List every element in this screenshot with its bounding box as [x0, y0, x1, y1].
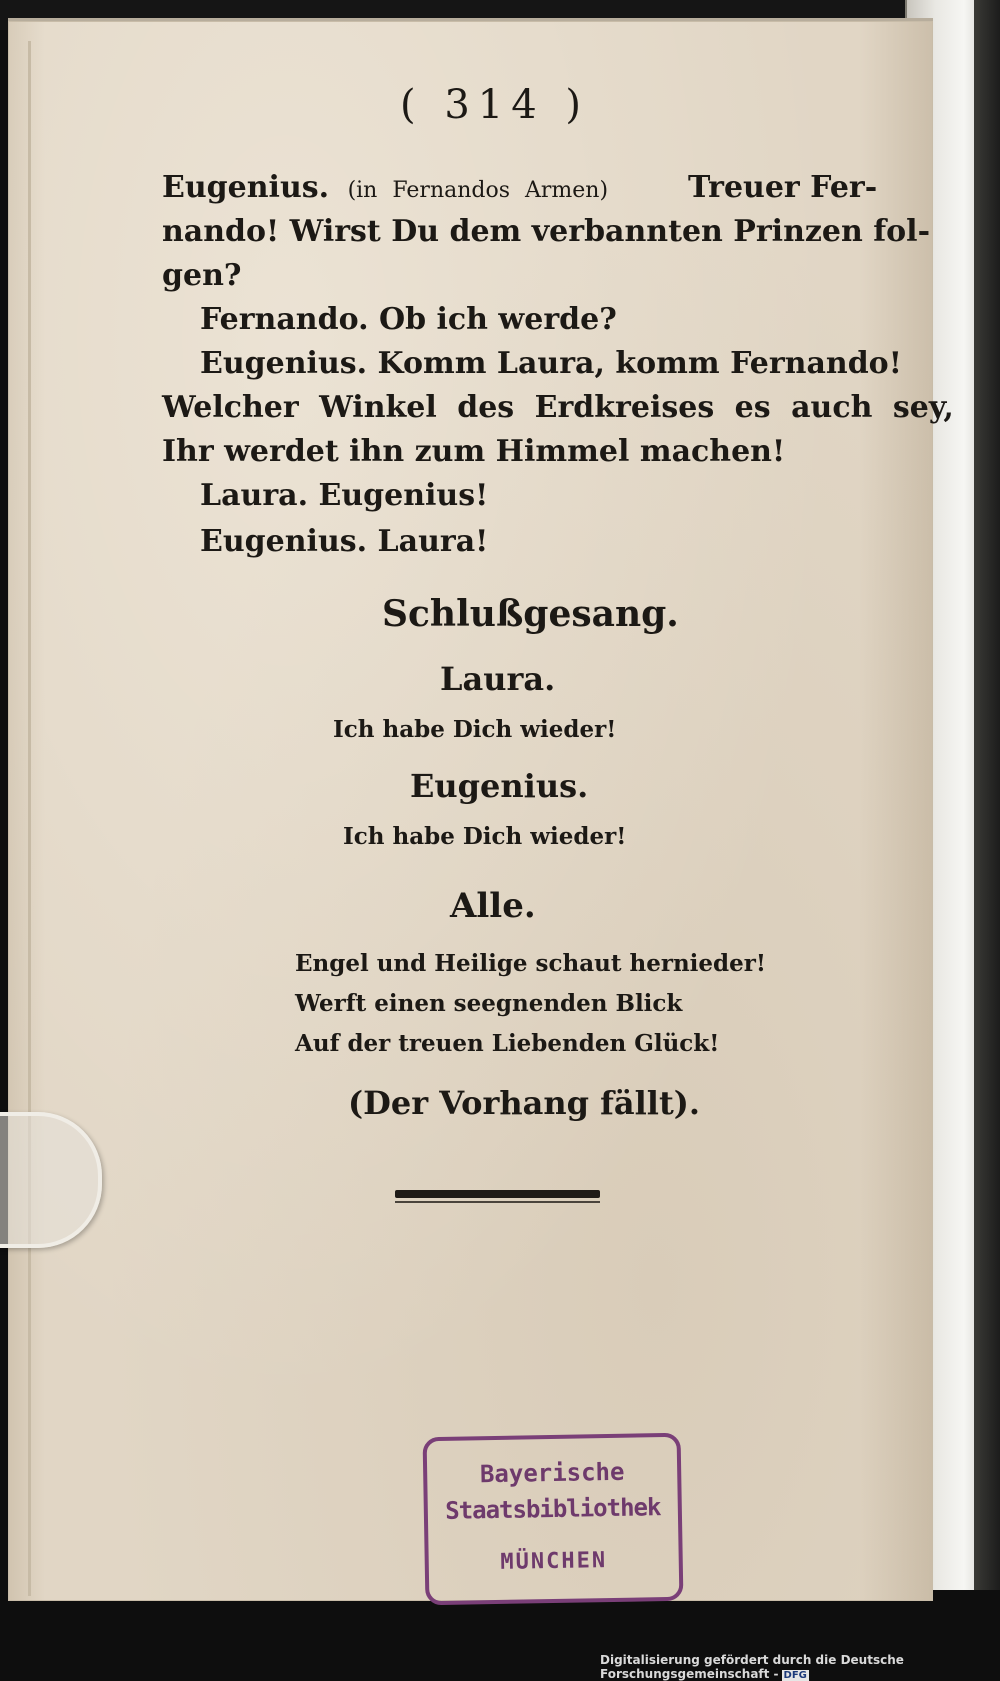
- stamp-line-1: Bayerische: [479, 1457, 625, 1489]
- speaker-laura-heading: Laura.: [440, 660, 556, 698]
- stamp-line-2: Staatsbibliothek: [445, 1493, 661, 1525]
- eugenius-lyric: Ich habe Dich wieder!: [343, 823, 627, 850]
- end-rule: [395, 1190, 600, 1198]
- all-lyric-1: Engel und Heilige schaut hernieder!: [295, 950, 766, 977]
- page-number: ( 314 ): [400, 82, 589, 128]
- library-stamp: [423, 1433, 684, 1605]
- stamp-line-3: MÜNCHEN: [500, 1548, 608, 1575]
- final-song-title: Schlußgesang.: [382, 593, 679, 635]
- text-line-8: Laura. Eugenius!: [200, 478, 489, 513]
- text-line-9: Eugenius. Laura!: [200, 524, 489, 559]
- text-line-4: Fernando. Ob ich werde?: [200, 302, 617, 337]
- speaker-eugenius-heading: Eugenius.: [410, 767, 589, 805]
- all-lyric-3: Auf der treuen Liebenden Glück!: [295, 1030, 720, 1057]
- credit-text: Digitalisierung gefördert durch die Deutsche Forschungsgemeinschaft -: [600, 1653, 904, 1681]
- page-gutter: [28, 41, 31, 1596]
- laura-lyric: Ich habe Dich wieder!: [333, 716, 617, 743]
- curtain-direction: (Der Vorhang fällt).: [348, 1084, 700, 1122]
- text-line-2: nando! Wirst Du dem verbannten Prinzen fol-: [162, 214, 931, 249]
- text-line-6: Welcher Winkel des Erdkreises es auch sey,: [162, 390, 954, 425]
- text-line-1-end: Treuer Fer-: [688, 170, 878, 205]
- speaker-eugenius: Eugenius.: [162, 170, 330, 205]
- text-line-1: [162, 170, 608, 205]
- stage-direction: (in Fernandos Armen): [347, 178, 609, 203]
- text-line-3: gen?: [162, 258, 242, 293]
- speaker-all-heading: Alle.: [450, 886, 536, 926]
- all-lyric-2: Werft einen seegnenden Blick: [295, 990, 683, 1017]
- text-line-7: Ihr werdet ihn zum Himmel machen!: [162, 434, 786, 469]
- text-line-5: Eugenius. Komm Laura, komm Fernando!: [200, 346, 902, 381]
- dfg-logo-icon: DFG: [783, 1670, 807, 1681]
- digitization-credit: [600, 1653, 1000, 1681]
- book-page: [8, 18, 933, 1601]
